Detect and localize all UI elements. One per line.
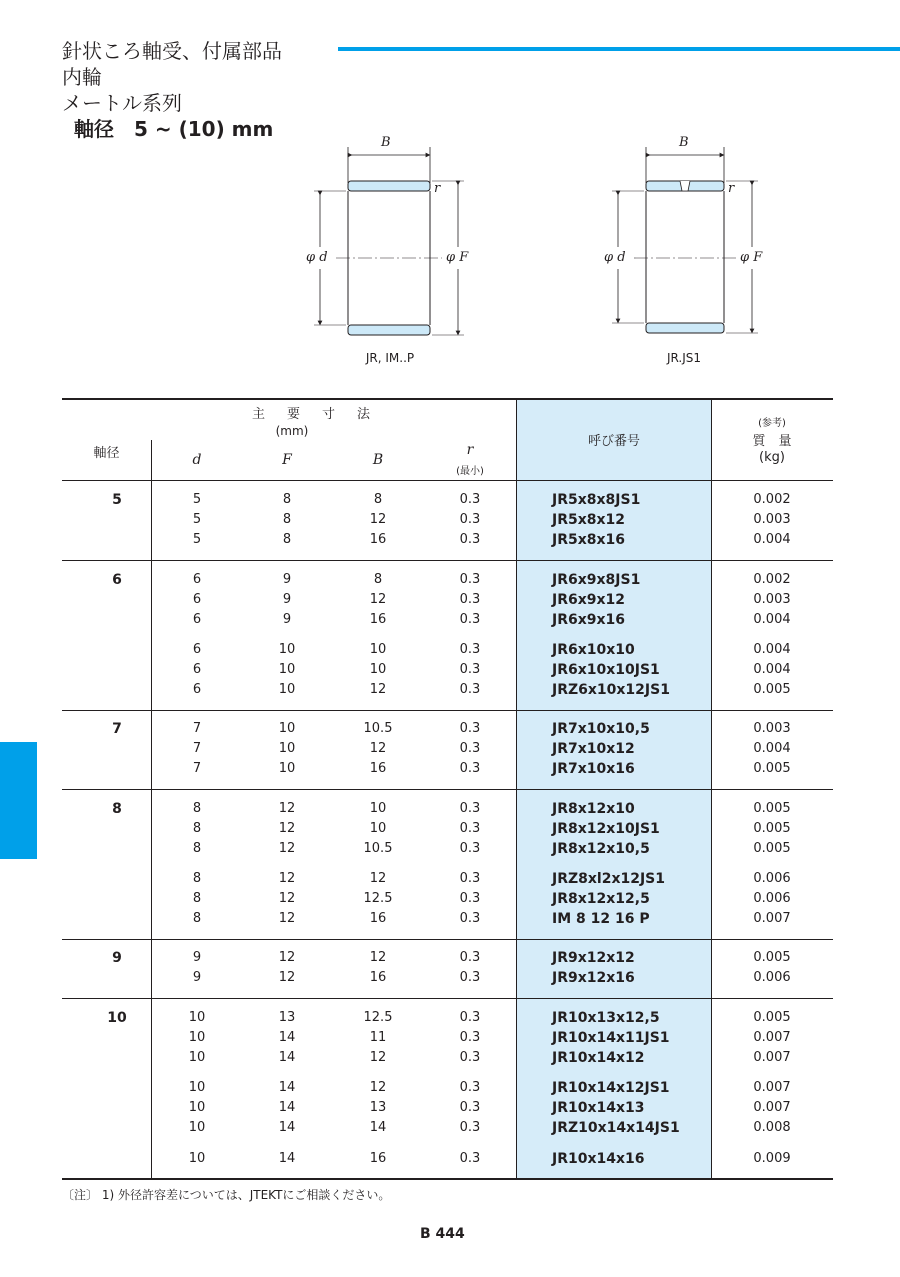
cell-f: 12 [278, 950, 296, 965]
cell-mass: 0.007 [753, 1080, 791, 1095]
page-number: B 444 [420, 1226, 465, 1242]
title-rule [338, 47, 900, 51]
label-f: φ F [740, 250, 763, 265]
label-b: B [679, 135, 689, 150]
cell-f: 12 [278, 801, 296, 816]
cell-mass: 0.007 [753, 1050, 791, 1065]
cell-b: 10 [369, 662, 387, 677]
cell-f: 10 [278, 642, 296, 657]
cell-f: 8 [282, 532, 292, 547]
title-range: 軸径 5 ~ (10) mm [74, 117, 274, 141]
cell-r: 0.3 [459, 1050, 481, 1065]
group-rule [62, 710, 833, 711]
cell-mass: 0.009 [753, 1151, 791, 1166]
cell-d: 9 [192, 950, 202, 965]
cell-d: 7 [192, 721, 202, 736]
cell-designation: JR7x10x16 [552, 761, 635, 777]
cell-f: 9 [282, 592, 292, 607]
cell-r: 0.3 [459, 642, 481, 657]
cell-mass: 0.007 [753, 911, 791, 926]
header-f: F [282, 452, 292, 468]
cell-d: 9 [192, 970, 202, 985]
shaft-diameter: 7 [112, 721, 122, 737]
cell-b: 12 [369, 682, 387, 697]
cell-mass: 0.004 [753, 612, 791, 627]
cell-f: 13 [278, 1010, 296, 1025]
cell-r: 0.3 [459, 492, 481, 507]
group-rule [62, 998, 833, 999]
cell-designation: JR5x8x8JS1 [552, 492, 641, 508]
cell-d: 5 [192, 512, 202, 527]
cell-r: 0.3 [459, 821, 481, 836]
cell-d: 8 [192, 821, 202, 836]
cell-mass: 0.004 [753, 642, 791, 657]
cell-d: 10 [188, 1050, 206, 1065]
cell-f: 10 [278, 721, 296, 736]
table-top-rule [62, 398, 833, 400]
cell-b: 16 [369, 1151, 387, 1166]
group-rule [62, 560, 833, 561]
cell-d: 6 [192, 682, 202, 697]
cell-designation: JR8x12x10 [552, 801, 635, 817]
cell-r: 0.3 [459, 721, 481, 736]
cell-r: 0.3 [459, 682, 481, 697]
cell-b: 12.5 [363, 1010, 393, 1025]
cell-r: 0.3 [459, 841, 481, 856]
cell-b: 12 [369, 741, 387, 756]
header-b: B [372, 452, 384, 468]
header-designation: 呼び番号 [587, 434, 640, 449]
cell-designation: JRZ10x14x14JS1 [552, 1120, 680, 1136]
cell-f: 8 [282, 492, 292, 507]
cell-d: 7 [192, 761, 202, 776]
cell-r: 0.3 [459, 1080, 481, 1095]
cell-f: 8 [282, 512, 292, 527]
cell-r: 0.3 [459, 662, 481, 677]
header-mass-ref: (参考) [758, 418, 786, 429]
cell-designation: JR5x8x16 [552, 532, 626, 548]
page-title-block [62, 38, 282, 142]
cell-d: 6 [192, 592, 202, 607]
cell-mass: 0.005 [753, 682, 791, 697]
cell-b: 10.5 [363, 841, 393, 856]
title-category: 針状ころ軸受、付属部品 [62, 39, 282, 63]
cell-r: 0.3 [459, 891, 481, 906]
cell-mass: 0.008 [753, 1120, 791, 1135]
label-b: B [381, 135, 391, 150]
cell-mass: 0.006 [753, 970, 791, 985]
cell-designation: JR10x14x13 [552, 1100, 645, 1116]
cell-b: 16 [369, 612, 387, 627]
cell-d: 10 [188, 1151, 206, 1166]
cell-designation: JR6x10x10JS1 [552, 662, 660, 678]
cell-f: 9 [282, 572, 292, 587]
diagram-jr-js1 [600, 135, 780, 375]
cell-r: 0.3 [459, 871, 481, 886]
cell-f: 10 [278, 682, 296, 697]
cell-b: 13 [369, 1100, 387, 1115]
cell-designation: JRZ6x10x12JS1 [552, 682, 670, 698]
cell-mass: 0.003 [753, 721, 791, 736]
cell-mass: 0.004 [753, 532, 791, 547]
cell-r: 0.3 [459, 1010, 481, 1025]
cell-f: 12 [278, 970, 296, 985]
cell-f: 14 [278, 1030, 296, 1045]
cell-b: 16 [369, 761, 387, 776]
cell-mass: 0.002 [753, 492, 791, 507]
cell-designation: JR8x12x10JS1 [552, 821, 660, 837]
header-main-dims: 主要寸法 [251, 407, 392, 422]
shaft-diameter: 10 [107, 1010, 127, 1026]
cell-designation: JR10x14x12JS1 [552, 1080, 670, 1096]
shaft-diameter: 5 [112, 492, 122, 508]
cell-r: 0.3 [459, 801, 481, 816]
label-d: φ d [306, 250, 328, 265]
cell-d: 8 [192, 871, 202, 886]
header-r-note: (最小) [456, 466, 484, 477]
cell-f: 9 [282, 612, 292, 627]
cell-b: 12.5 [363, 891, 393, 906]
cell-d: 6 [192, 662, 202, 677]
diagram-jr-drawing [300, 135, 480, 335]
table-bottom-rule [62, 1178, 833, 1180]
cell-b: 16 [369, 532, 387, 547]
cell-b: 12 [369, 592, 387, 607]
label-r: r [728, 181, 735, 196]
cell-f: 14 [278, 1080, 296, 1095]
label-d: φ d [604, 250, 626, 265]
cell-d: 6 [192, 642, 202, 657]
cell-d: 8 [192, 801, 202, 816]
cell-b: 8 [373, 572, 383, 587]
cell-designation: JR8x12x10,5 [552, 841, 650, 857]
cell-f: 12 [278, 871, 296, 886]
shaft-diameter: 8 [112, 801, 122, 817]
cell-d: 8 [192, 911, 202, 926]
diagram-jr [300, 135, 480, 375]
cell-b: 16 [369, 911, 387, 926]
cell-d: 10 [188, 1100, 206, 1115]
cell-r: 0.3 [459, 592, 481, 607]
cell-f: 10 [278, 761, 296, 776]
cell-d: 10 [188, 1010, 206, 1025]
title-series: メートル系列 [62, 91, 182, 115]
cell-r: 0.3 [459, 761, 481, 776]
cell-r: 0.3 [459, 911, 481, 926]
cell-r: 0.3 [459, 1151, 481, 1166]
cell-mass: 0.002 [753, 572, 791, 587]
cell-mass: 0.005 [753, 821, 791, 836]
shaft-diameter: 9 [112, 950, 122, 966]
bearing-table [62, 398, 833, 1180]
cell-b: 10 [369, 801, 387, 816]
cell-d: 6 [192, 572, 202, 587]
cell-b: 11 [369, 1030, 387, 1045]
cell-mass: 0.006 [753, 891, 791, 906]
cell-b: 12 [369, 1080, 387, 1095]
cell-designation: JR10x13x12,5 [552, 1010, 660, 1026]
cell-f: 14 [278, 1100, 296, 1115]
cell-b: 12 [369, 512, 387, 527]
diagram-caption: JR, IM..P [365, 351, 415, 365]
cell-d: 10 [188, 1080, 206, 1095]
label-f: φ F [446, 250, 469, 265]
cell-r: 0.3 [459, 1030, 481, 1045]
header-r: r [466, 442, 474, 458]
cell-b: 10 [369, 642, 387, 657]
cell-mass: 0.006 [753, 871, 791, 886]
cell-mass: 0.005 [753, 801, 791, 816]
cell-designation: JR5x8x12 [552, 512, 626, 528]
label-r: r [434, 181, 441, 196]
cell-b: 12 [369, 950, 387, 965]
cell-d: 8 [192, 891, 202, 906]
header-mass-unit: (kg) [759, 450, 785, 465]
cell-d: 6 [192, 612, 202, 627]
footnote: 〔注〕 1) 外径許容差については、JTEKTにご相談ください。 [62, 1188, 391, 1202]
cell-mass: 0.004 [753, 662, 791, 677]
cell-designation: JR10x14x11JS1 [552, 1030, 670, 1046]
cell-f: 12 [278, 911, 296, 926]
cell-b: 10.5 [363, 721, 393, 736]
cell-r: 0.3 [459, 612, 481, 627]
cell-r: 0.3 [459, 532, 481, 547]
cell-d: 7 [192, 741, 202, 756]
cell-designation: JR10x14x16 [552, 1151, 645, 1167]
cell-f: 12 [278, 891, 296, 906]
cell-d: 8 [192, 841, 202, 856]
cell-b: 8 [373, 492, 383, 507]
cell-d: 5 [192, 532, 202, 547]
cell-d: 10 [188, 1030, 206, 1045]
cell-designation: JR6x9x16 [552, 612, 626, 628]
cell-mass: 0.005 [753, 761, 791, 776]
cell-d: 5 [192, 492, 202, 507]
cell-designation: IM 8 12 16 P [552, 911, 650, 927]
shaft-column-divider [151, 440, 152, 1180]
cell-mass: 0.007 [753, 1100, 791, 1115]
cell-b: 14 [369, 1120, 387, 1135]
group-rule [62, 789, 833, 790]
cell-f: 14 [278, 1151, 296, 1166]
cell-b: 16 [369, 970, 387, 985]
cell-mass: 0.004 [753, 741, 791, 756]
cell-r: 0.3 [459, 741, 481, 756]
cell-designation: JR7x10x10,5 [552, 721, 650, 737]
diagram-jr-js1-drawing [600, 135, 780, 335]
cell-b: 10 [369, 821, 387, 836]
cell-r: 0.3 [459, 1120, 481, 1135]
title-product: 内輪 [62, 65, 102, 89]
group-rule [62, 939, 833, 940]
cell-f: 10 [278, 741, 296, 756]
header-unit: (mm) [275, 424, 309, 438]
cell-r: 0.3 [459, 512, 481, 527]
cell-designation: JR9x12x16 [552, 970, 635, 986]
cell-b: 12 [369, 871, 387, 886]
cell-mass: 0.007 [753, 1030, 791, 1045]
cell-f: 14 [278, 1120, 296, 1135]
cell-r: 0.3 [459, 1100, 481, 1115]
header-mass: 質 量 [752, 434, 792, 449]
cell-designation: JR10x14x12 [552, 1050, 645, 1066]
side-index-tab [0, 742, 37, 859]
cell-designation: JR6x9x12 [552, 592, 626, 608]
cell-designation: JR6x10x10 [552, 642, 635, 658]
cell-designation: JR9x12x12 [552, 950, 635, 966]
header-shaft: 軸径 [93, 446, 120, 461]
cell-d: 10 [188, 1120, 206, 1135]
cell-b: 12 [369, 1050, 387, 1065]
cell-f: 10 [278, 662, 296, 677]
cell-mass: 0.005 [753, 841, 791, 856]
cell-f: 12 [278, 841, 296, 856]
header-bottom-rule [62, 480, 833, 481]
cell-r: 0.3 [459, 572, 481, 587]
cell-mass: 0.005 [753, 950, 791, 965]
cell-f: 14 [278, 1050, 296, 1065]
cell-mass: 0.003 [753, 512, 791, 527]
shaft-diameter: 6 [112, 572, 122, 588]
cell-designation: JR7x10x12 [552, 741, 635, 757]
header-d: d [192, 452, 202, 468]
cell-r: 0.3 [459, 970, 481, 985]
cell-f: 12 [278, 821, 296, 836]
cell-mass: 0.005 [753, 1010, 791, 1025]
diagram-caption: JR.JS1 [666, 351, 702, 365]
cell-designation: JRZ8xl2x12JS1 [552, 871, 665, 887]
cell-designation: JR8x12x12,5 [552, 891, 650, 907]
cell-r: 0.3 [459, 950, 481, 965]
cell-mass: 0.003 [753, 592, 791, 607]
cell-designation: JR6x9x8JS1 [552, 572, 641, 588]
